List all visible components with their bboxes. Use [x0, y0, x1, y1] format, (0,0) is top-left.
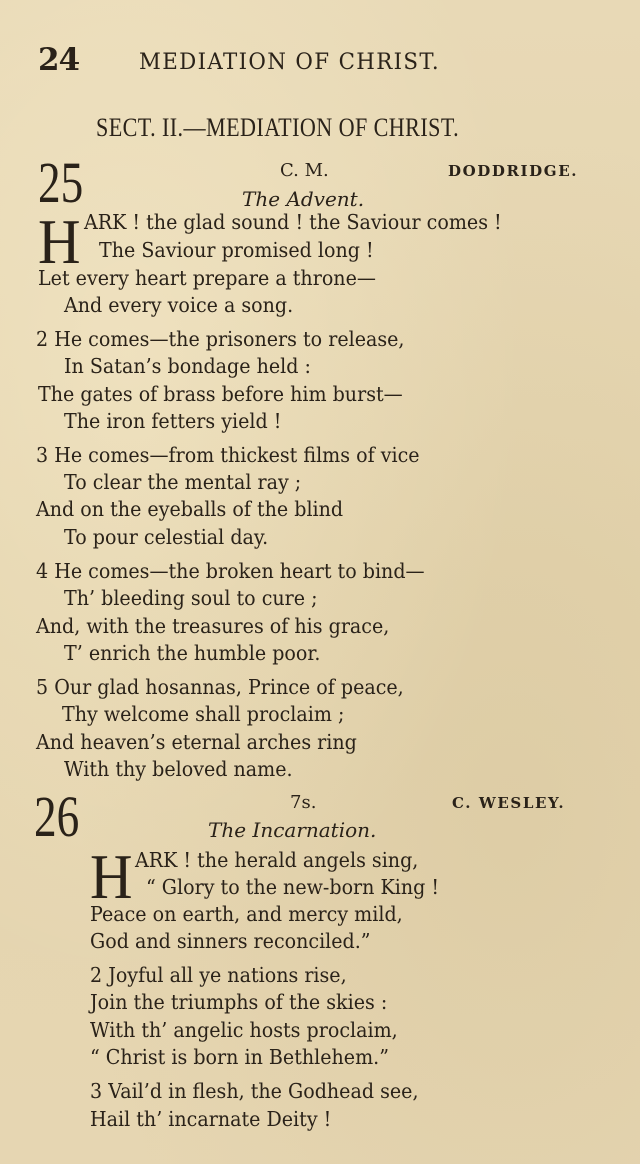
hymn-number: 26 — [34, 784, 80, 849]
hymn-title: The Incarnation. — [208, 818, 377, 842]
verse-line: The iron fetters yield ! — [64, 409, 282, 433]
hymn-author: DODDRIDGE. — [448, 162, 579, 180]
verse-line: “ Glory to the new-born King ! — [146, 875, 440, 899]
hymn-author: C. WESLEY. — [452, 794, 566, 812]
verse-line: ARK ! the glad sound ! the Saviour comes ! — [84, 210, 502, 234]
verse-line: The gates of brass before him burst— — [38, 382, 403, 406]
verse-line: With th’ angelic hosts proclaim, — [90, 1018, 398, 1042]
verse-line: In Satan’s bondage held : — [64, 354, 311, 378]
verse-line: God and sinners reconciled.” — [90, 929, 371, 953]
drop-cap: H — [90, 841, 133, 912]
verse-line: Peace on earth, and mercy mild, — [90, 902, 403, 926]
verse-line: With thy beloved name. — [64, 757, 293, 781]
verse-line: 2 Joyful all ye nations rise, — [90, 963, 347, 987]
verse-line: To pour celestial day. — [64, 525, 269, 549]
verse-line: Join the triumphs of the skies : — [90, 990, 388, 1014]
verse-line: The Saviour promised long ! — [99, 238, 374, 262]
section-heading: SECT. II.—MEDIATION OF CHRIST. — [96, 113, 460, 142]
verse-line: 4 He comes—the broken heart to bind— — [36, 559, 425, 583]
verse-line: Thy welcome shall proclaim ; — [62, 702, 345, 726]
verse-line: ARK ! the herald angels sing, — [135, 848, 419, 872]
verse-line: 3 He comes—from thickest films of vice — [36, 443, 420, 467]
drop-cap: H — [38, 206, 81, 277]
verse-line: 2 He comes—the prisoners to release, — [36, 327, 405, 351]
verse-line: And every voice a song. — [64, 293, 294, 317]
verse-line: Hail th’ incarnate Deity ! — [90, 1107, 332, 1131]
verse-line: And, with the treasures of his grace, — [36, 614, 390, 638]
verse-line: And heaven’s eternal arches ring — [36, 730, 357, 754]
verse-line: 5 Our glad hosannas, Prince of peace, — [36, 675, 404, 699]
hymn-title: The Advent. — [242, 187, 365, 211]
hymn-meter: 7s. — [290, 792, 317, 813]
verse-line: 3 Vail’d in flesh, the Godhead see, — [90, 1079, 419, 1103]
verse-line: To clear the mental ray ; — [64, 470, 302, 494]
verse-line: “ Christ is born in Bethlehem.” — [90, 1045, 389, 1069]
verse-line: T’ enrich the humble poor. — [64, 641, 321, 665]
hymn-number: 25 — [38, 150, 84, 215]
hymn-meter: C. M. — [280, 160, 329, 181]
page-number: 24 — [38, 42, 80, 78]
verse-line: And on the eyeballs of the blind — [36, 497, 344, 521]
verse-line: Let every heart prepare a throne— — [38, 266, 376, 290]
verse-line: Th’ bleeding soul to cure ; — [64, 586, 318, 610]
running-title: MEDIATION OF CHRIST. — [139, 50, 441, 75]
